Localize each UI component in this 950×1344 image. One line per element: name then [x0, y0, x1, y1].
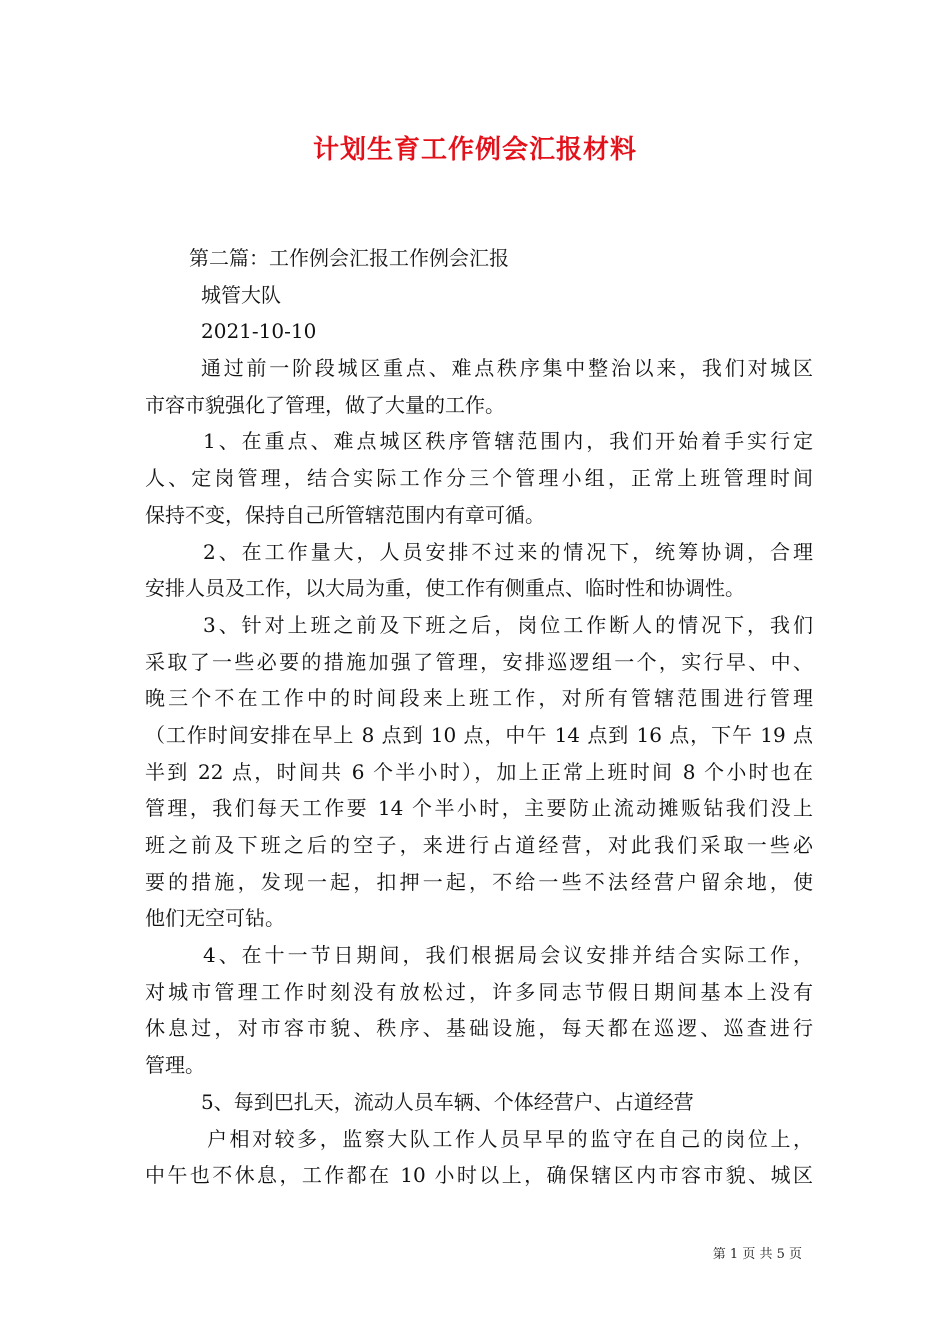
paragraph-line: 他们无空可钻。	[145, 906, 285, 931]
document-title: 计划生育工作例会汇报材料	[312, 135, 637, 165]
department-name: 城管大队	[201, 282, 281, 307]
paragraph-line: 采取了一些必要的措施加强了管理，安排巡逻组一个，实行早、中、	[145, 649, 813, 674]
paragraph-line: 班之前及下班之后的空子，来进行占道经营，对此我们采取一些必	[145, 833, 813, 857]
paragraph-line: 人、定岗管理，结合实际工作分三个管理小组，正常上班管理时间	[145, 466, 813, 491]
paragraph-line: 户相对较多，监察大队工作人员早早的监守在自己的岗位上，	[207, 1126, 813, 1151]
paragraph-line: 市容市貌强化了管理，做了大量的工作。	[145, 392, 505, 417]
paragraph-line: 通过前一阶段城区重点、难点秩序集中整治以来，我们对城区	[201, 356, 813, 381]
paragraph-line: 中午也不休息，工作都在 10 小时以上，确保辖区内市容市貌、城区	[145, 1163, 813, 1188]
paragraph-line: 管理。	[145, 1053, 205, 1078]
paragraph-line: 2、在工作量大，人员安排不过来的情况下，统筹协调，合理	[203, 539, 813, 564]
paragraph-line: 休息过，对市容市貌、秩序、基础设施，每天都在巡逻、巡查进行	[145, 1016, 813, 1041]
paragraph-line: 半到 22 点，时间共 6 个半小时），加上正常上班时间 8 个小时也在	[145, 759, 813, 784]
document-body	[145, 240, 813, 1194]
paragraph-line: 管理，我们每天工作要 14 个半小时，主要防止流动摊贩钻我们没上	[145, 796, 813, 821]
paragraph-line: （工作时间安排在早上 8 点到 10 点，中午 14 点到 16 点，下午 19 点	[145, 722, 813, 747]
paragraph-line: 要的措施，发现一起，扣押一起，不给一些不法经营户留余地，使	[145, 869, 813, 894]
report-date: 2021-10-10	[201, 319, 317, 344]
paragraph-line: 对城市管理工作时刻没有放松过，许多同志节假日期间基本上没有	[145, 979, 813, 1004]
paragraph-line: 保持不变，保持自己所管辖范围内有章可循。	[145, 502, 545, 527]
page-number: 第 1 页 共 5 页	[712, 1247, 802, 1262]
section-heading: 第二篇：工作例会汇报工作例会汇报	[189, 246, 509, 270]
paragraph-line: 4、在十一节日期间，我们根据局会议安排并结合实际工作，	[203, 943, 813, 968]
paragraph-line: 安排人员及工作，以大局为重，使工作有侧重点、临时性和协调性。	[145, 576, 745, 601]
paragraph-line: 晚三个不在工作中的时间段来上班工作，对所有管辖范围进行管理	[145, 686, 813, 711]
paragraph-line: 5、每到巴扎天，流动人员车辆、个体经营户、占道经营	[201, 1089, 694, 1114]
paragraph-line: 3、针对上班之前及下班之后，岗位工作断人的情况下，我们	[203, 612, 813, 637]
paragraph-line: 1、在重点、难点城区秩序管辖范围内，我们开始着手实行定	[203, 429, 813, 454]
